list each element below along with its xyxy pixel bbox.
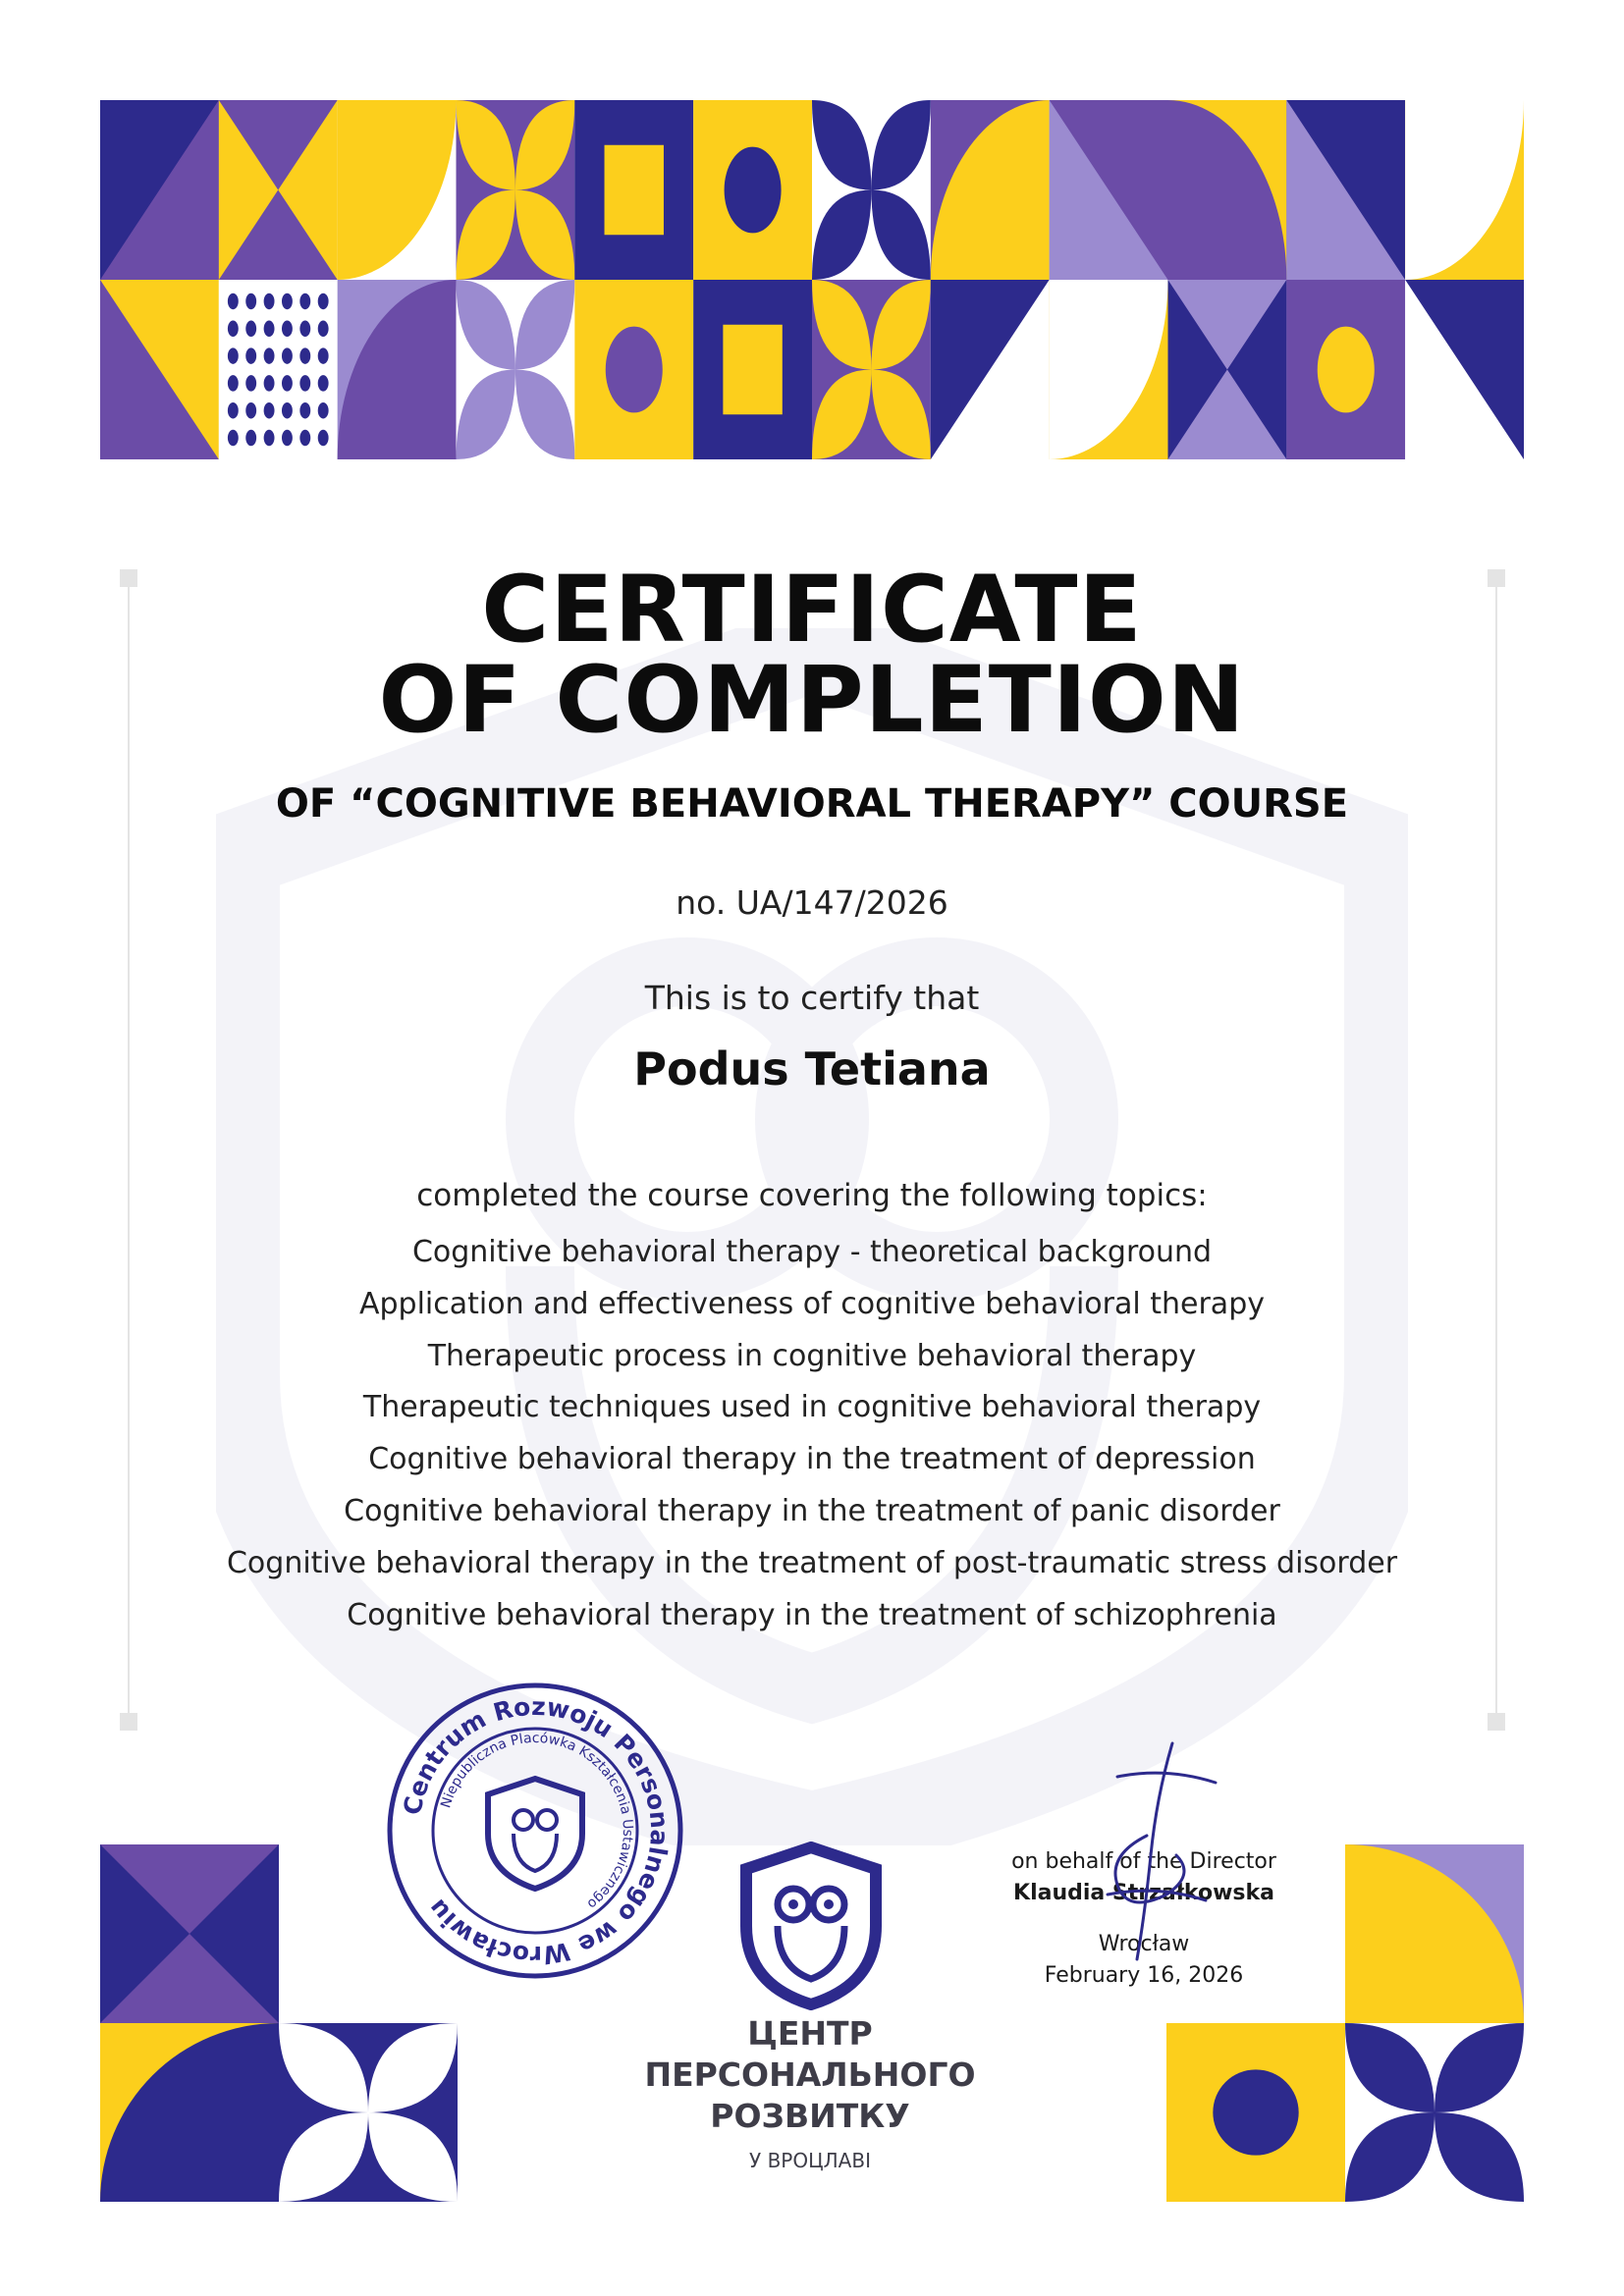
signing-date: February 16, 2026 [1044,1963,1244,1988]
course-name: OF “COGNITIVE BEHAVIORAL THERAPY” COURSE [275,781,1349,827]
logo-text-line-4: У ВРОЦЛАВІ [749,2149,871,2172]
seal-inner-text: Niepubliczna Placówka Kształcenia Ustawicznego [438,1730,636,1912]
logo-text-line-2: ПЕРСОНАЛЬНОГО [644,2056,976,2094]
topic-item: Cognitive behavioral therapy in the treatment of depression [368,1442,1256,1477]
handwritten-signature [1088,1737,1225,1969]
recipient-name: Podus Tetiana [633,1042,991,1095]
signer-role: on behalf of the Director [1011,1849,1276,1874]
certify-statement: This is to certify that [644,979,980,1017]
topic-item: Cognitive behavioral therapy in the treatment of panic disorder [344,1493,1280,1528]
logo-text-line-3: РОЗВИТКУ [710,2097,910,2135]
logo-text-line-1: ЦЕНТР [747,2014,873,2053]
topic-item: Cognitive behavioral therapy in the treatment of schizophrenia [347,1597,1277,1632]
frame-corner-bottom-left [120,1713,137,1731]
certificate-title-line-1: CERTIFICATE [481,557,1143,664]
top-geometric-pattern [100,100,1524,459]
certificate-title-line-2: OF COMPLETION [378,647,1246,754]
topics-list [0,1227,1624,1641]
owl-shield-icon [488,1779,582,1889]
seal-outer-text: Centrum Rozwoju Personalnego we Wrocławiu [398,1691,675,1970]
signing-city: Wrocław [1098,1932,1190,1956]
certificate-number: no. UA/147/2026 [676,883,948,922]
topic-item: Cognitive behavioral therapy in the treatment of post-traumatic stress disorder [226,1545,1398,1580]
topic-item: Application and effectiveness of cognitive behavioral therapy [358,1286,1265,1321]
topic-item: Therapeutic techniques used in cognitive behavioral therapy [362,1390,1262,1425]
topic-item: Cognitive behavioral therapy - theoretical background [411,1235,1213,1269]
frame-corner-bottom-right [1488,1713,1505,1731]
owl-shield-icon [738,1842,884,2010]
organization-seal [385,1681,685,1981]
signer-name: Klaudia Strzałkowska [1013,1881,1274,1905]
topics-intro: completed the course covering the following topics: [416,1178,1208,1213]
topic-item: Therapeutic process in cognitive behavioral therapy [427,1338,1197,1373]
